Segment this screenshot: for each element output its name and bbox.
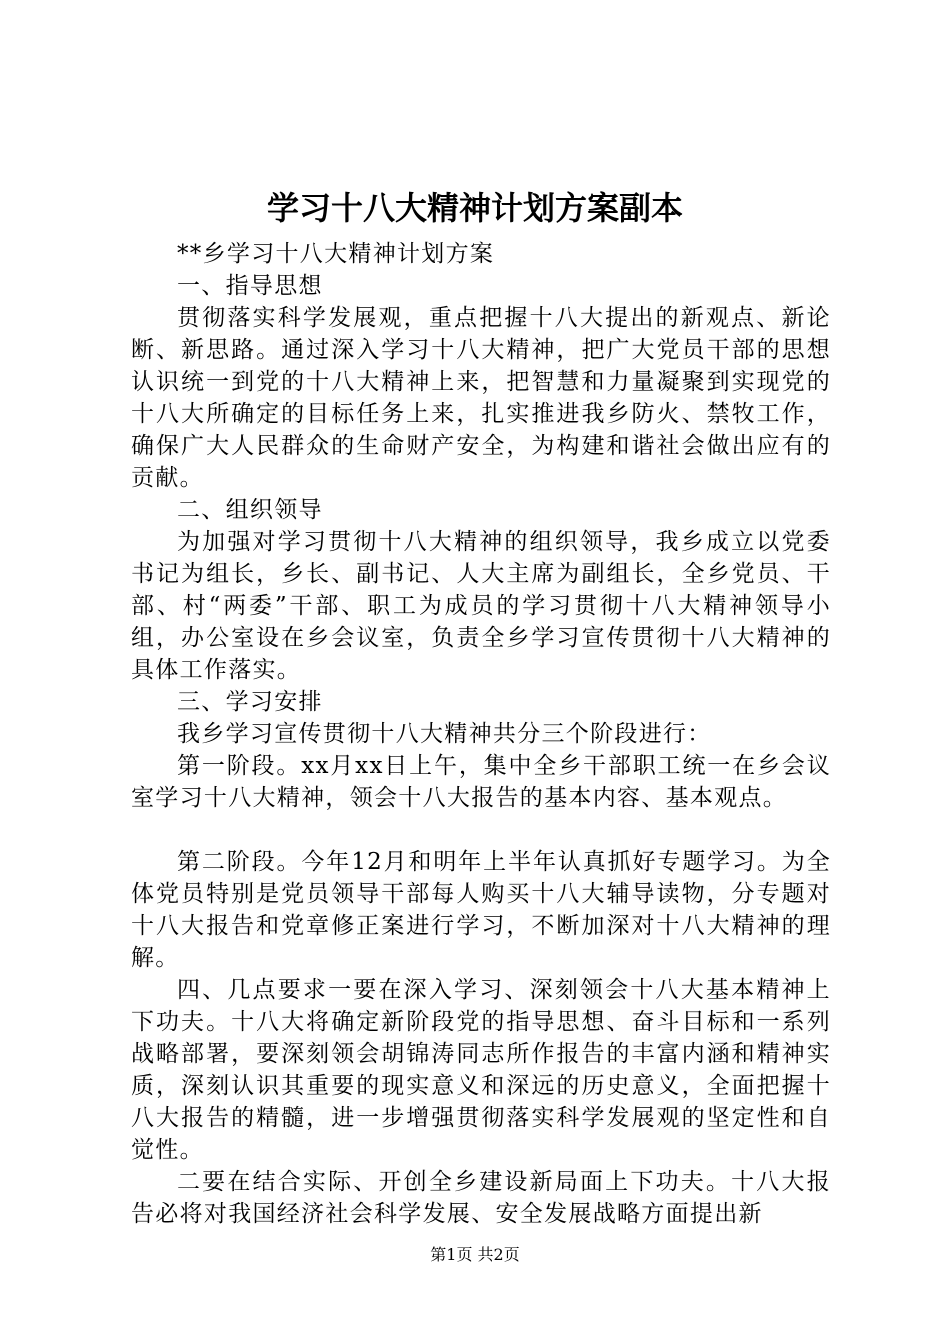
section-heading-3: 三、学习安排 bbox=[177, 689, 323, 715]
paragraph-heading: **乡学习十八大精神计划方案 bbox=[177, 241, 495, 267]
paragraph: 四、几点要求一要在深入学习、深刻领会十八大基本精神上下功夫。十八大将确定新阶段党的指导思想、奋斗目标和一系列战略部署，要深刻领会胡锦涛同志所作报告的丰富内涵和精神实质，深刻认识其重要的现实意义和深远的历史意义，全面把握十八大报告的精髓，进一步增强贯彻落实科学发展观的坚定性和自觉性。 bbox=[131, 977, 831, 1163]
paragraph: 我乡学习宣传贯彻十八大精神共分三个阶段进行： bbox=[177, 721, 712, 747]
document-body bbox=[131, 238, 831, 1230]
section-heading-1: 一、指导思想 bbox=[177, 273, 323, 299]
paragraph: 贯彻落实科学发展观，重点把握十八大提出的新观点、新论断、新思路。通过深入学习十八大精神，把广大党员干部的思想认识统一到党的十八大精神上来，把智慧和力量凝聚到实现党的十八大所确定的目标任务上来，扎实推进我乡防火、禁牧工作，确保广大人民群众的生命财产安全，为构建和谐社会做出应有的贡献。 bbox=[131, 305, 831, 491]
paragraph: 第一阶段。xx月xx日上午，集中全乡干部职工统一在乡会议室学习十八大精神，领会十八大报告的基本内容、基本观点。 bbox=[131, 753, 831, 811]
paragraph: 第二阶段。今年12月和明年上半年认真抓好专题学习。为全体党员特别是党员领导干部每人购买十八大辅导读物，分专题对十八大报告和党章修正案进行学习，不断加深对十八大精神的理解。 bbox=[131, 849, 831, 971]
page-footer: 第1页 共2页 bbox=[430, 1245, 520, 1264]
paragraph: 为加强对学习贯彻十八大精神的组织领导，我乡成立以党委书记为组长，乡长、副书记、人大主席为副组长，全乡党员、干部、村“两委”干部、职工为成员的学习贯彻十八大精神领导小组，办公室设在乡会议室，负责全乡学习宣传贯彻十八大精神的具体工作落实。 bbox=[131, 529, 831, 683]
section-heading-2: 二、组织领导 bbox=[177, 497, 323, 523]
paragraph: 二要在结合实际、开创全乡建设新局面上下功夫。十八大报告必将对我国经济社会科学发展、安全发展战略方面提出新 bbox=[131, 1169, 831, 1227]
document-title: 学习十八大精神计划方案副本 bbox=[266, 189, 683, 227]
